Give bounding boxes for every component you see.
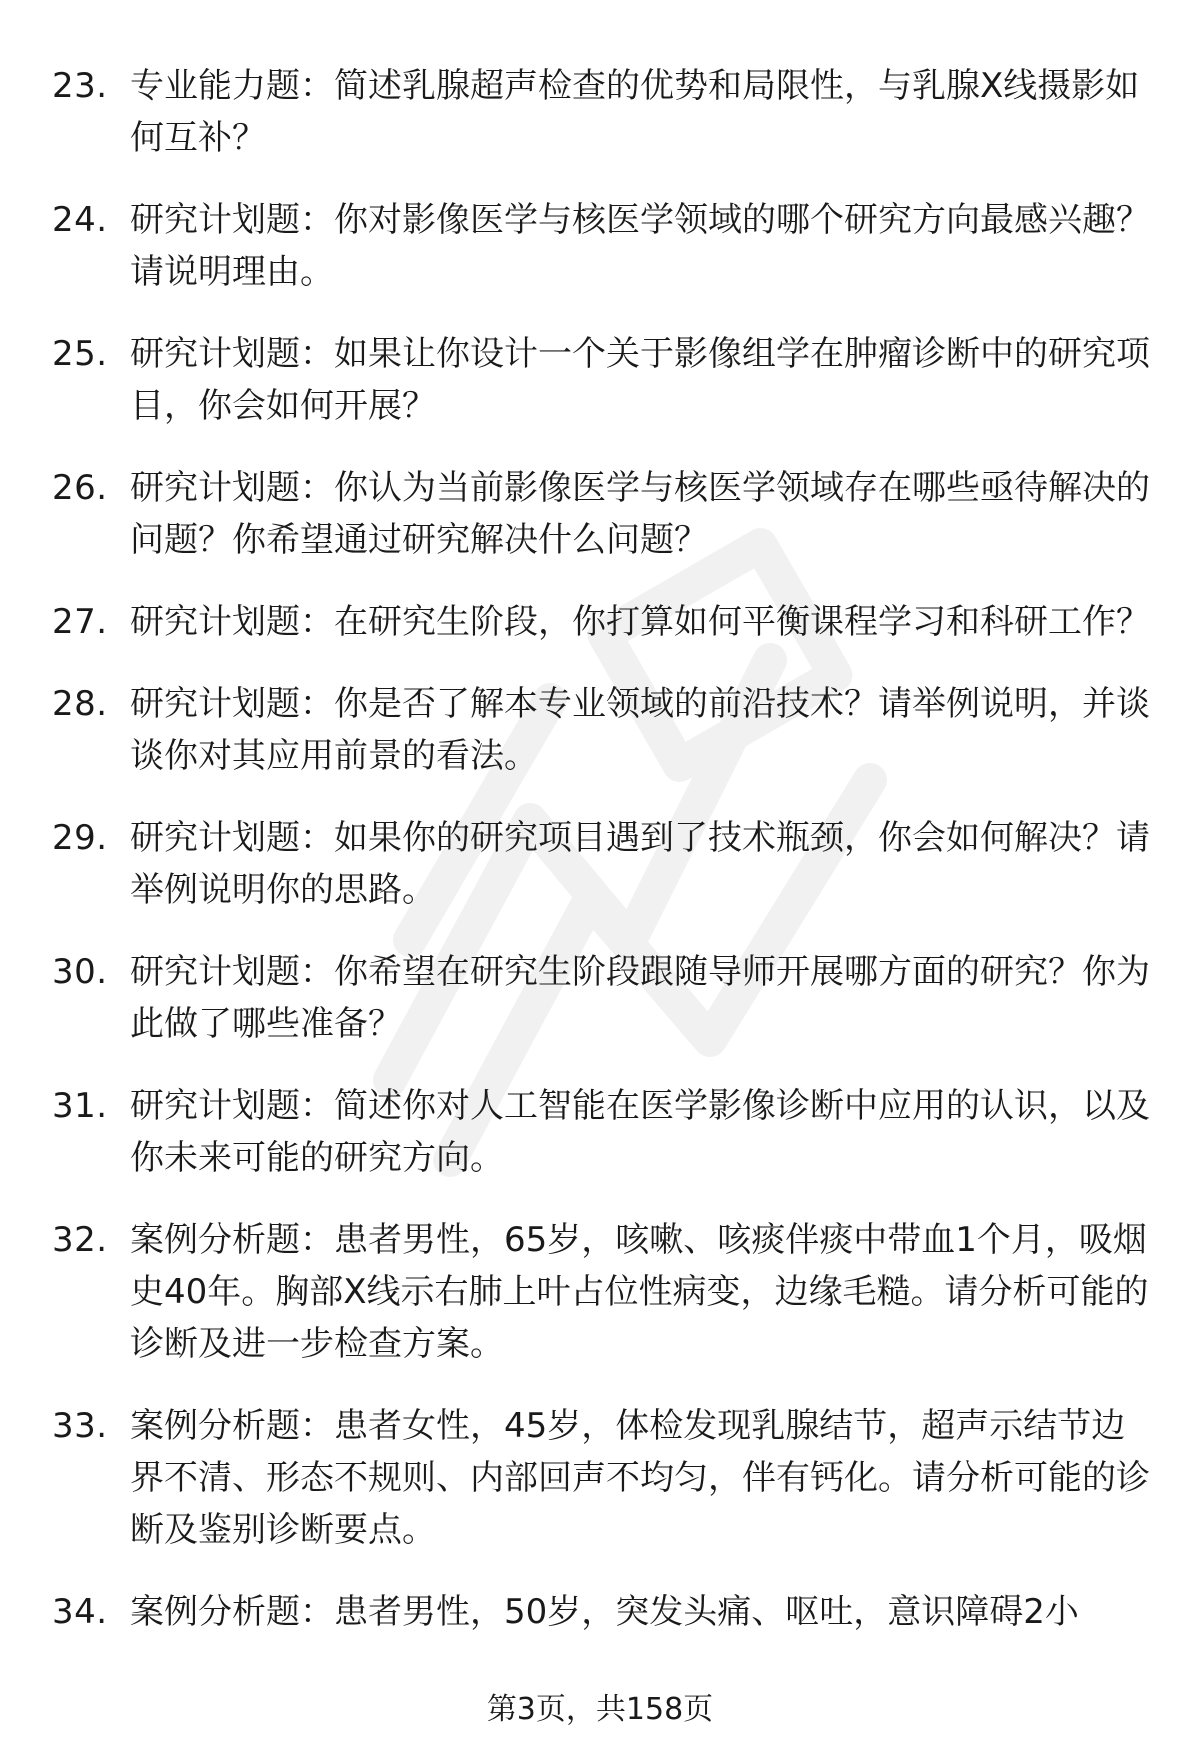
list-item — [52, 328, 1152, 432]
item-text: 专业能力题：简述乳腺超声检查的优势和局限性，与乳腺X线摄影如何互补？ — [130, 66, 1140, 158]
item-number: 31. — [52, 1086, 108, 1126]
list-item — [52, 194, 1152, 298]
item-text: 研究计划题：如果你的研究项目遇到了技术瓶颈，你会如何解决？请举例说明你的思路。 — [130, 818, 1150, 910]
list-item — [52, 1400, 1152, 1556]
item-number: 28. — [52, 684, 108, 724]
item-text: 案例分析题：患者男性，65岁，咳嗽、咳痰伴痰中带血1个月，吸烟史40年。胸部X线示右肺上叶占位性病变，边缘毛糙。请分析可能的诊断及进一步检查方案。 — [130, 1220, 1149, 1364]
item-text: 研究计划题：你是否了解本专业领域的前沿技术？请举例说明，并谈谈你对其应用前景的看法。 — [130, 684, 1150, 776]
list-item — [52, 1214, 1152, 1370]
item-text: 案例分析题：患者女性，45岁，体检发现乳腺结节，超声示结节边界不清、形态不规则、内部回声不均匀，伴有钙化。请分析可能的诊断及鉴别诊断要点。 — [130, 1406, 1150, 1550]
item-number: 27. — [52, 602, 108, 642]
item-text: 研究计划题：在研究生阶段，你打算如何平衡课程学习和科研工作？ — [130, 602, 1150, 642]
item-text: 研究计划题：简述你对人工智能在医学影像诊断中应用的认识，以及你未来可能的研究方向。 — [130, 1086, 1150, 1178]
item-number: 25. — [52, 334, 108, 374]
list-item — [52, 1080, 1152, 1184]
page-number-label: 第3页，共158页 — [486, 1692, 714, 1727]
page-footer — [0, 1690, 1200, 1730]
item-number: 29. — [52, 818, 108, 858]
item-number: 30. — [52, 952, 108, 992]
item-number: 26. — [52, 468, 108, 508]
question-list — [52, 60, 1152, 1668]
item-number: 24. — [52, 200, 108, 240]
item-number: 34. — [52, 1592, 108, 1632]
item-number: 33. — [52, 1406, 108, 1446]
list-item — [52, 1586, 1152, 1638]
list-item — [52, 946, 1152, 1050]
list-item — [52, 60, 1152, 164]
item-text: 研究计划题：你希望在研究生阶段跟随导师开展哪方面的研究？你为此做了哪些准备？ — [130, 952, 1150, 1044]
list-item — [52, 812, 1152, 916]
item-text: 案例分析题：患者男性，50岁，突发头痛、呕吐，意识障碍2小 — [130, 1592, 1079, 1632]
item-text: 研究计划题：如果让你设计一个关于影像组学在肿瘤诊断中的研究项目，你会如何开展？ — [130, 334, 1150, 426]
list-item — [52, 462, 1152, 566]
item-number: 23. — [52, 66, 108, 106]
item-text: 研究计划题：你对影像医学与核医学领域的哪个研究方向最感兴趣？请说明理由。 — [130, 200, 1150, 292]
list-item — [52, 596, 1152, 648]
list-item — [52, 678, 1152, 782]
item-number: 32. — [52, 1220, 108, 1260]
item-text: 研究计划题：你认为当前影像医学与核医学领域存在哪些亟待解决的问题？你希望通过研究解决什么问题？ — [130, 468, 1150, 560]
